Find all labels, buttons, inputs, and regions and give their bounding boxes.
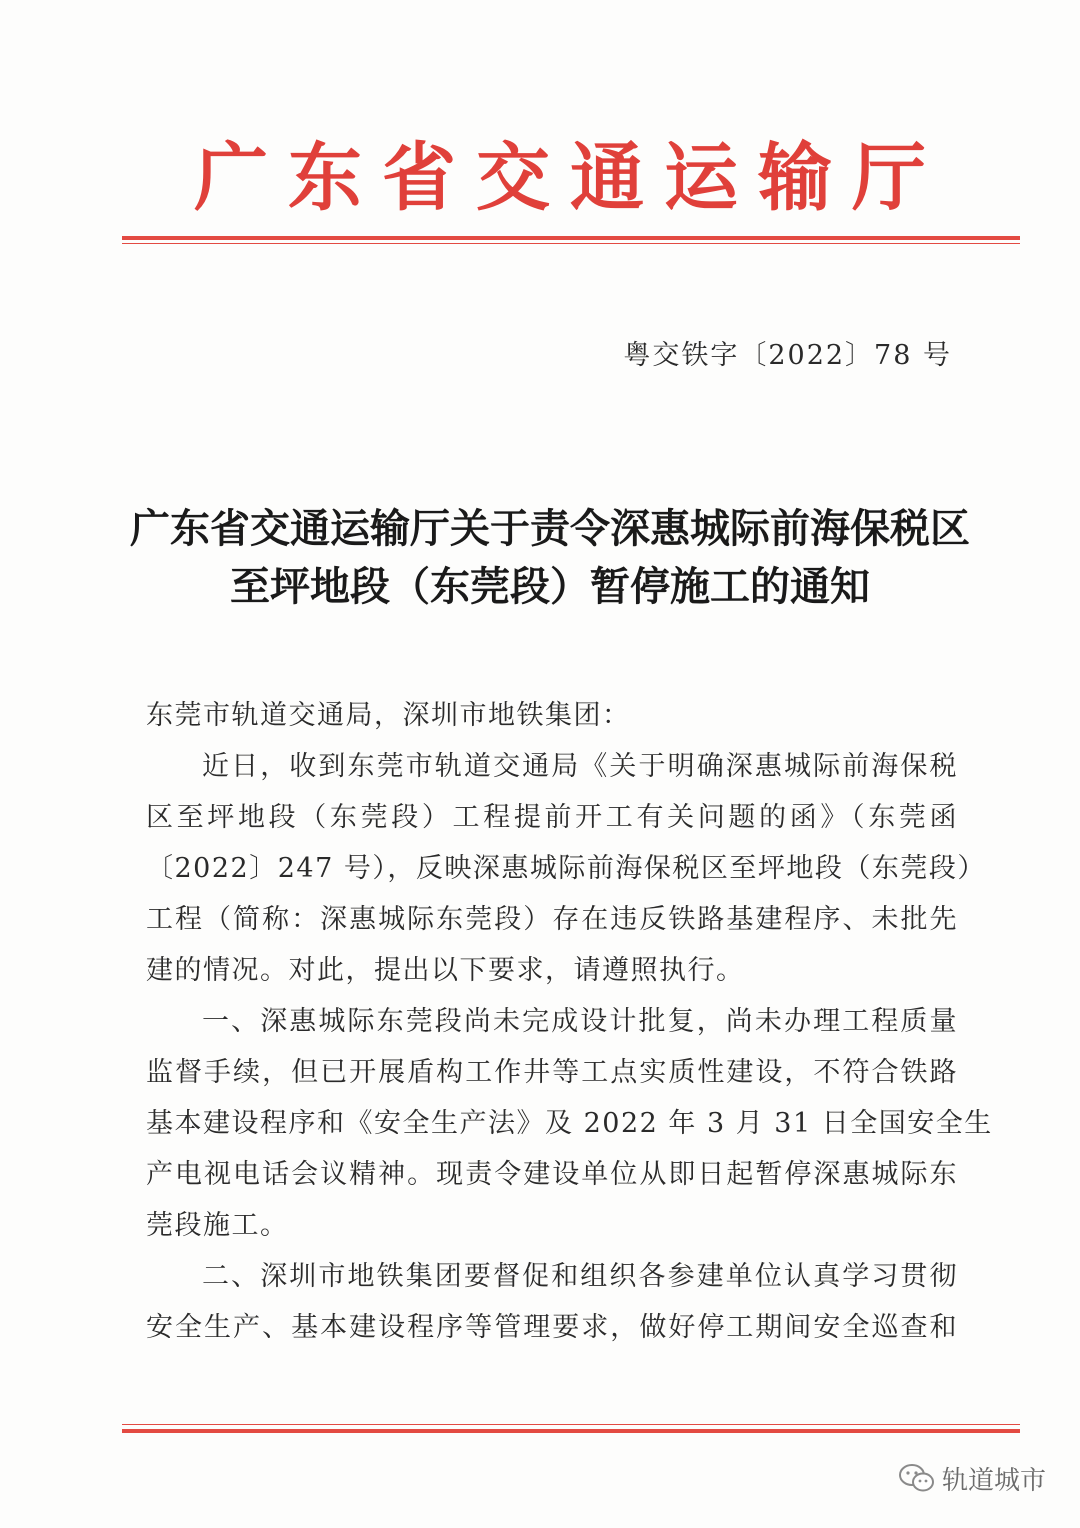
document-title <box>120 500 980 616</box>
footer-divider-thin <box>122 1424 1020 1425</box>
body-line: 安全生产、基本建设程序等管理要求，做好停工期间安全巡查和 <box>146 1312 958 1343</box>
body-line: 莞段施工。 <box>146 1210 289 1241</box>
salutation: 东莞市轨道交通局，深圳市地铁集团： <box>146 700 631 731</box>
body-line: 基本建设程序和《安全生产法》及 2022 年 3 月 31 日全国安全生 <box>146 1108 993 1139</box>
body-line: 区至坪地段（东莞段）工程提前开工有关问题的函》（东莞函 <box>146 802 958 833</box>
body-line: 二、深圳市地铁集团要督促和组织各参建单位认真学习贯彻 <box>202 1261 958 1292</box>
masthead-divider-thick <box>122 236 1020 240</box>
body-line: 建的情况。对此，提出以下要求，请遵照执行。 <box>146 955 745 986</box>
document-number: 粤交铁字〔2022〕78 号 <box>623 340 952 371</box>
body-line: 近日，收到东莞市轨道交通局《关于明确深惠城际前海保税 <box>202 751 958 782</box>
body-line: 产电视电话会议精神。现责令建设单位从即日起暂停深惠城际东 <box>146 1159 958 1190</box>
title-line-2: 至坪地段（东莞段）暂停施工的通知 <box>230 564 870 610</box>
masthead-org-name: 广东省交通运输厅 <box>194 135 946 221</box>
wechat-icon <box>898 1462 936 1494</box>
body-line: 工程（简称：深惠城际东莞段）存在违反铁路基建程序、未批先 <box>146 904 958 935</box>
watermark-text: 轨道城市 <box>941 1465 1046 1496</box>
body-line: 〔2022〕247 号），反映深惠城际前海保税区至坪地段（东莞段） <box>146 853 986 884</box>
body-line: 监督手续，但已开展盾构工作井等工点实质性建设，不符合铁路 <box>146 1057 958 1088</box>
footer-divider-thick <box>122 1429 1020 1433</box>
document-body <box>146 690 993 1353</box>
title-line-1: 广东省交通运输厅关于责令深惠城际前海保税区 <box>130 506 970 552</box>
body-line: 一、深惠城际东莞段尚未完成设计批复，尚未办理工程质量 <box>202 1006 958 1037</box>
source-watermark <box>898 1456 1046 1500</box>
masthead-divider-thin <box>122 243 1020 244</box>
